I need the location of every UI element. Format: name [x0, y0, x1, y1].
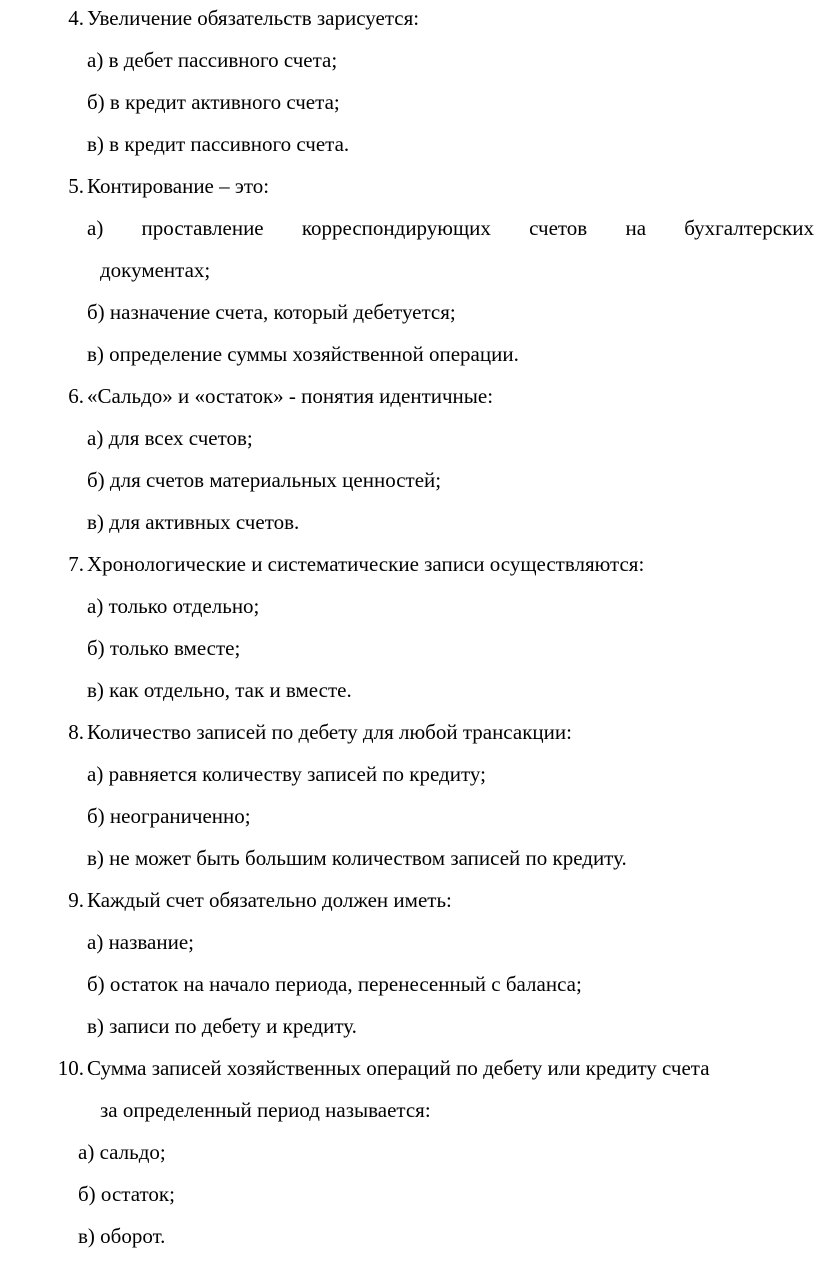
- answer-5a: [87, 215, 814, 241]
- question-text: «Сальдо» и «остаток» - понятия идентичные:: [87, 384, 494, 408]
- question-text: Количество записей по дебету для любой трансакции:: [87, 720, 572, 744]
- answer-5c: в) определение суммы хозяйственной операции.: [87, 342, 519, 366]
- question-number: 6.: [68, 384, 84, 408]
- answer-6c: в) для активных счетов.: [87, 510, 300, 534]
- answer-4c: в) в кредит пассивного счета.: [87, 132, 350, 156]
- answer-7a: а) только отдельно;: [87, 594, 260, 618]
- answer-8c: в) не может быть большим количеством записей по кредиту.: [87, 846, 627, 870]
- answer-8a: а) равняется количеству записей по кредиту;: [87, 762, 486, 786]
- question-number: 10.: [57, 1056, 84, 1080]
- question-number: 8.: [68, 720, 84, 744]
- answer-5a-text: а) проставление корреспондирующих счетов на бухгалтерских: [87, 216, 814, 240]
- question-text: Контирование – это:: [87, 174, 270, 198]
- answer-8b: б) неограниченно;: [87, 804, 251, 828]
- answer-10c: в) оборот.: [78, 1224, 166, 1248]
- question-number: 4.: [68, 6, 84, 30]
- answer-9b: б) остаток на начало периода, перенесенный с баланса;: [87, 972, 582, 996]
- question-number: 5.: [68, 174, 84, 198]
- answer-10a: а) сальдо;: [78, 1140, 166, 1164]
- answer-4a: а) в дебет пассивного счета;: [87, 48, 338, 72]
- answer-6b: б) для счетов материальных ценностей;: [87, 468, 442, 492]
- question-number: 7.: [68, 552, 84, 576]
- question-number: 9.: [68, 888, 84, 912]
- answer-6a: а) для всех счетов;: [87, 426, 253, 450]
- answer-5b: б) назначение счета, который дебетуется;: [87, 300, 456, 324]
- question-text: Каждый счет обязательно должен иметь:: [87, 888, 452, 912]
- answer-9c: в) записи по дебету и кредиту.: [87, 1014, 357, 1038]
- question-text: Сумма записей хозяйственных операций по дебету или кредиту счета: [87, 1056, 710, 1080]
- answer-5a-cont: документах;: [100, 258, 211, 282]
- question-text: Увеличение обязательств зарисуется:: [87, 6, 420, 30]
- answer-9a: а) название;: [87, 930, 195, 954]
- answer-4b: б) в кредит активного счета;: [87, 90, 340, 114]
- question-10-cont: за определенный период называется:: [100, 1098, 431, 1122]
- answer-7b: б) только вместе;: [87, 636, 241, 660]
- question-text: Хронологические и систематические записи осуществляются:: [87, 552, 645, 576]
- answer-7c: в) как отдельно, так и вместе.: [87, 678, 352, 702]
- answer-10b: б) остаток;: [78, 1182, 175, 1206]
